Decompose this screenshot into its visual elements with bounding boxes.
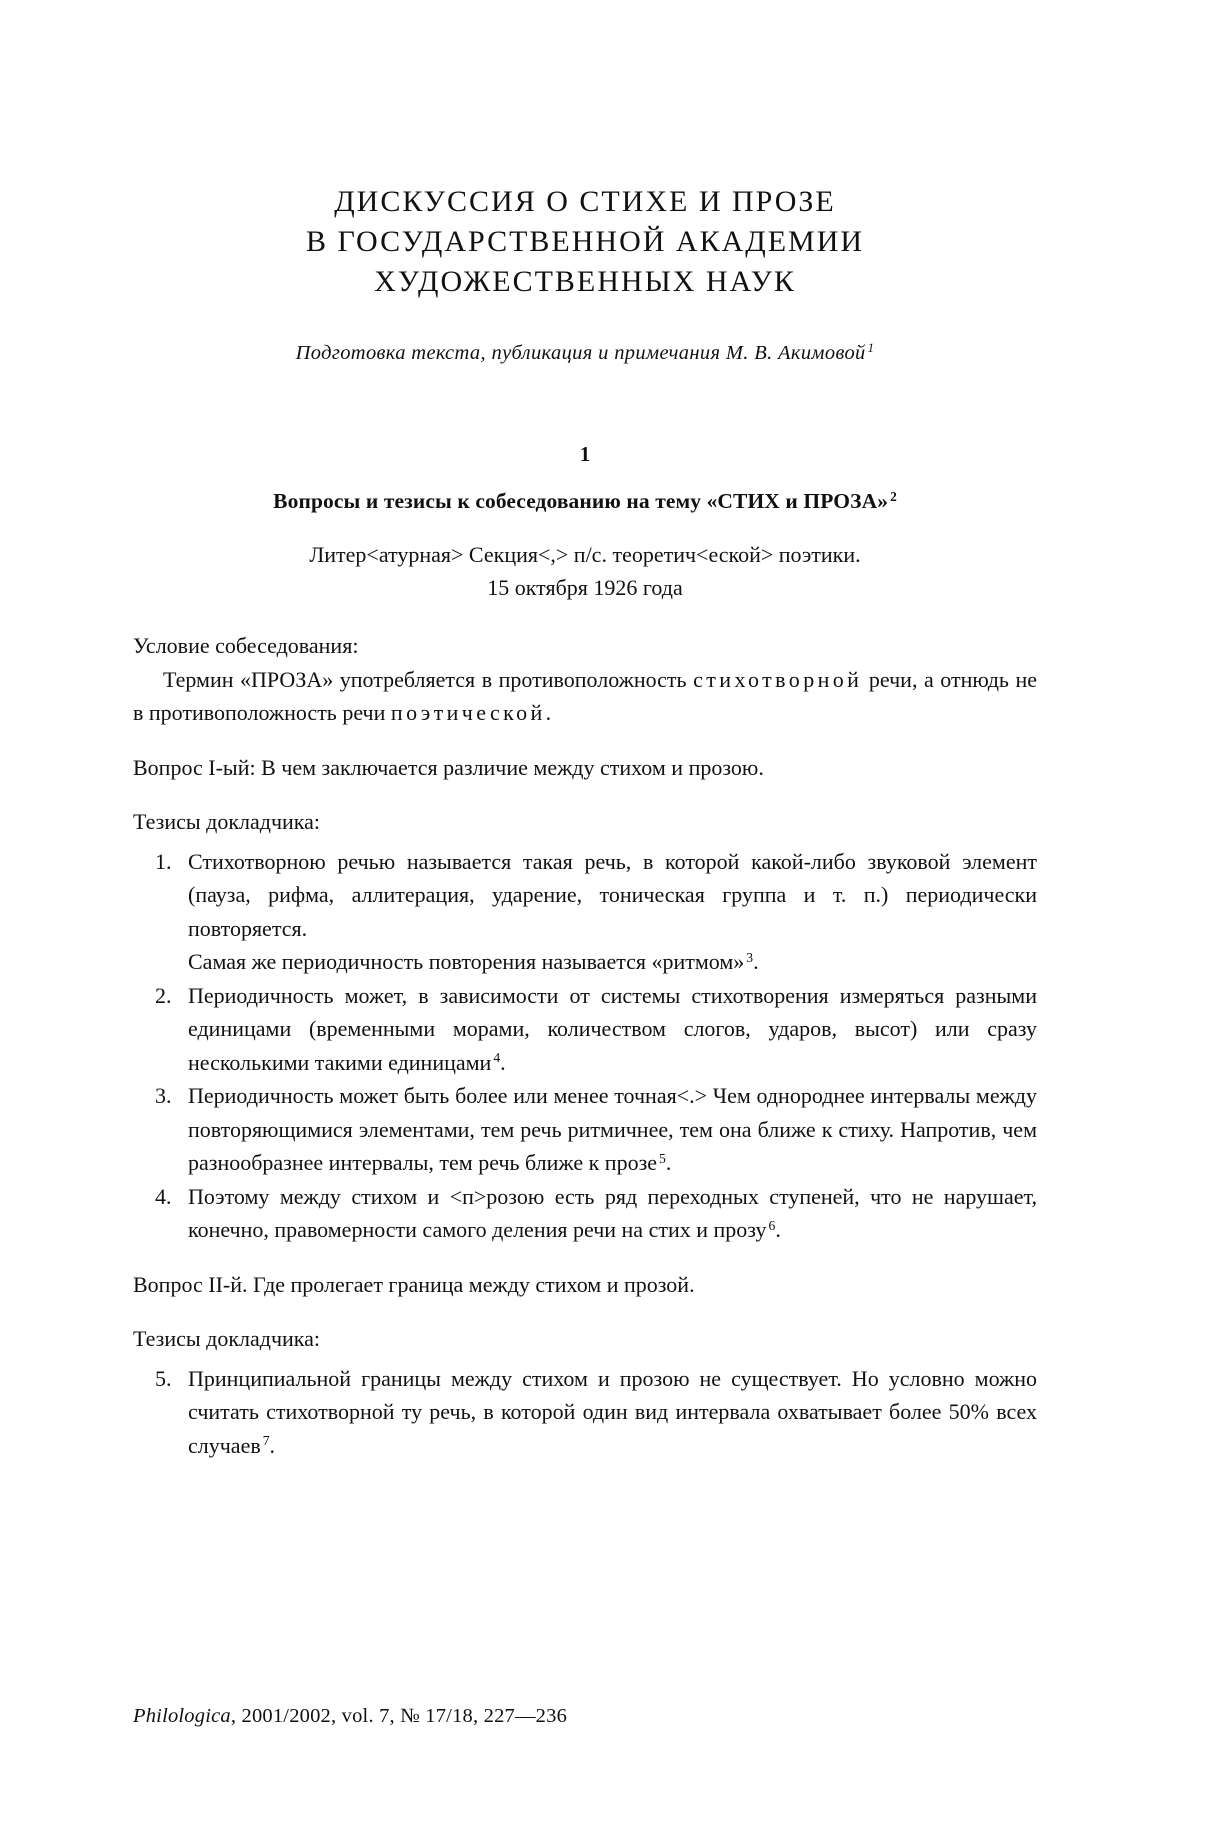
theses-list-one [133, 845, 1037, 1247]
list-marker: 2. [155, 982, 172, 1008]
condition-text-part-2: речи, а отнюдь не в противоположность речи [133, 666, 1037, 725]
section-heading [133, 487, 1037, 515]
section-subheading [133, 538, 1037, 604]
condition-label: Условие собеседования: [133, 633, 359, 658]
section-heading-text: Вопросы и тезисы к собеседованию на тему «СТИХ и ПРОЗА» [273, 489, 889, 513]
byline-text: Подготовка текста, публикация и примечания М. В. Акимовой [295, 342, 866, 364]
journal-issue-info: , 2001/2002, vol. 7, № 17/18, 227—236 [230, 1705, 568, 1727]
list-item-text: Принципиальной границы между стихом и прозою не существует. Но условно можно считать стихотворной ту речь, в которой один вид интервала охватывает более 50% всех случаев [188, 1365, 1037, 1458]
list-item-extra-text: Самая же периодичность повторения называется «ритмом» [188, 949, 745, 974]
list-item [133, 845, 1037, 979]
footnote-marker-3: 3 [746, 949, 754, 965]
theses-label-one: Тезисы докладчика: [133, 809, 321, 834]
section-number: 1 [579, 442, 591, 466]
footnote-marker-4: 4 [493, 1050, 501, 1066]
list-item-tail: . [500, 1049, 506, 1075]
byline [133, 339, 1037, 367]
footnote-marker-5: 5 [659, 1150, 666, 1166]
list-marker: 1. [155, 848, 172, 874]
list-marker: 5. [155, 1365, 172, 1391]
footnote-marker-2: 2 [890, 489, 897, 505]
list-marker: 4. [155, 1183, 172, 1209]
title-line-1: ДИСКУССИЯ О СТИХЕ И ПРОЗЕ [334, 185, 836, 218]
list-marker: 3. [155, 1083, 172, 1108]
footnote-marker-1: 1 [867, 341, 875, 356]
list-item-tail: . [775, 1217, 781, 1242]
list-item-text: Периодичность может, в зависимости от системы стихотворения измеряться разными единицами (временными морами, количеством слогов, ударов, высот) или сразу несколькими такими единицами [188, 982, 1037, 1075]
list-item-extra-tail: . [753, 949, 759, 974]
condition-text [133, 663, 1037, 730]
list-item-text: Поэтому между стихом и <п>розою есть ряд переходных ступеней, что не нарушает, конечно, правомерности самого деления речи на стих и прозу [188, 1183, 1037, 1242]
list-item-extra [188, 945, 1037, 979]
section-subheading-line-2: 15 октября 1926 года [487, 575, 683, 600]
question-one: Вопрос I-ый: В чем заключается различие между стихом и прозою. [133, 754, 764, 780]
list-item [133, 1362, 1037, 1463]
list-item-text: Периодичность может быть более или менее точная<.> Чем однороднее интервалы между повторяющимися элементами, тем речь ритмичнее, тем она ближе к стиху. Напротив, чем разнообразнее интервалы, тем речь ближе к прозе [188, 1083, 1037, 1175]
question-two: Вопрос II-й. Где пролегает граница между стихом и прозой. [133, 1271, 695, 1297]
footnote-marker-7: 7 [262, 1433, 270, 1449]
condition-text-part-1: Термин «ПРОЗА» употребляется в противоположность [163, 666, 694, 692]
footnote-marker-6: 6 [768, 1217, 776, 1233]
list-item-text: Стихотворною речью называется такая речь, в которой какой-либо звуковой элемент (пауза, рифма, аллитерация, ударение, тоническая группа и т. п.) периодически повторяется. [188, 848, 1037, 941]
list-item [133, 1180, 1037, 1247]
section-subheading-line-1: Литер<атурная> Секция<,> п/с. теоретич<еской> поэтики. [309, 542, 861, 567]
list-item [133, 1079, 1037, 1180]
condition-text-part-3: . [545, 700, 552, 725]
list-item-tail: . [665, 1150, 672, 1175]
list-item-tail: . [269, 1432, 276, 1458]
text-column [133, 0, 1037, 1842]
list-item [133, 979, 1037, 1080]
condition-emphasis-1: стихотворной [693, 666, 863, 692]
title-line-3: ХУДОЖЕСТВЕННЫХ НАУК [374, 265, 796, 298]
journal-name: Philologica [133, 1705, 231, 1727]
condition-emphasis-2: поэтической [390, 700, 546, 725]
theses-label-two: Тезисы докладчика: [133, 1326, 321, 1351]
journal-footer [133, 1702, 1037, 1730]
title-line-2: В ГОСУДАРСТВЕННОЙ АКАДЕМИИ [305, 225, 865, 258]
theses-list-two [133, 1362, 1037, 1463]
page-title [133, 182, 1037, 302]
